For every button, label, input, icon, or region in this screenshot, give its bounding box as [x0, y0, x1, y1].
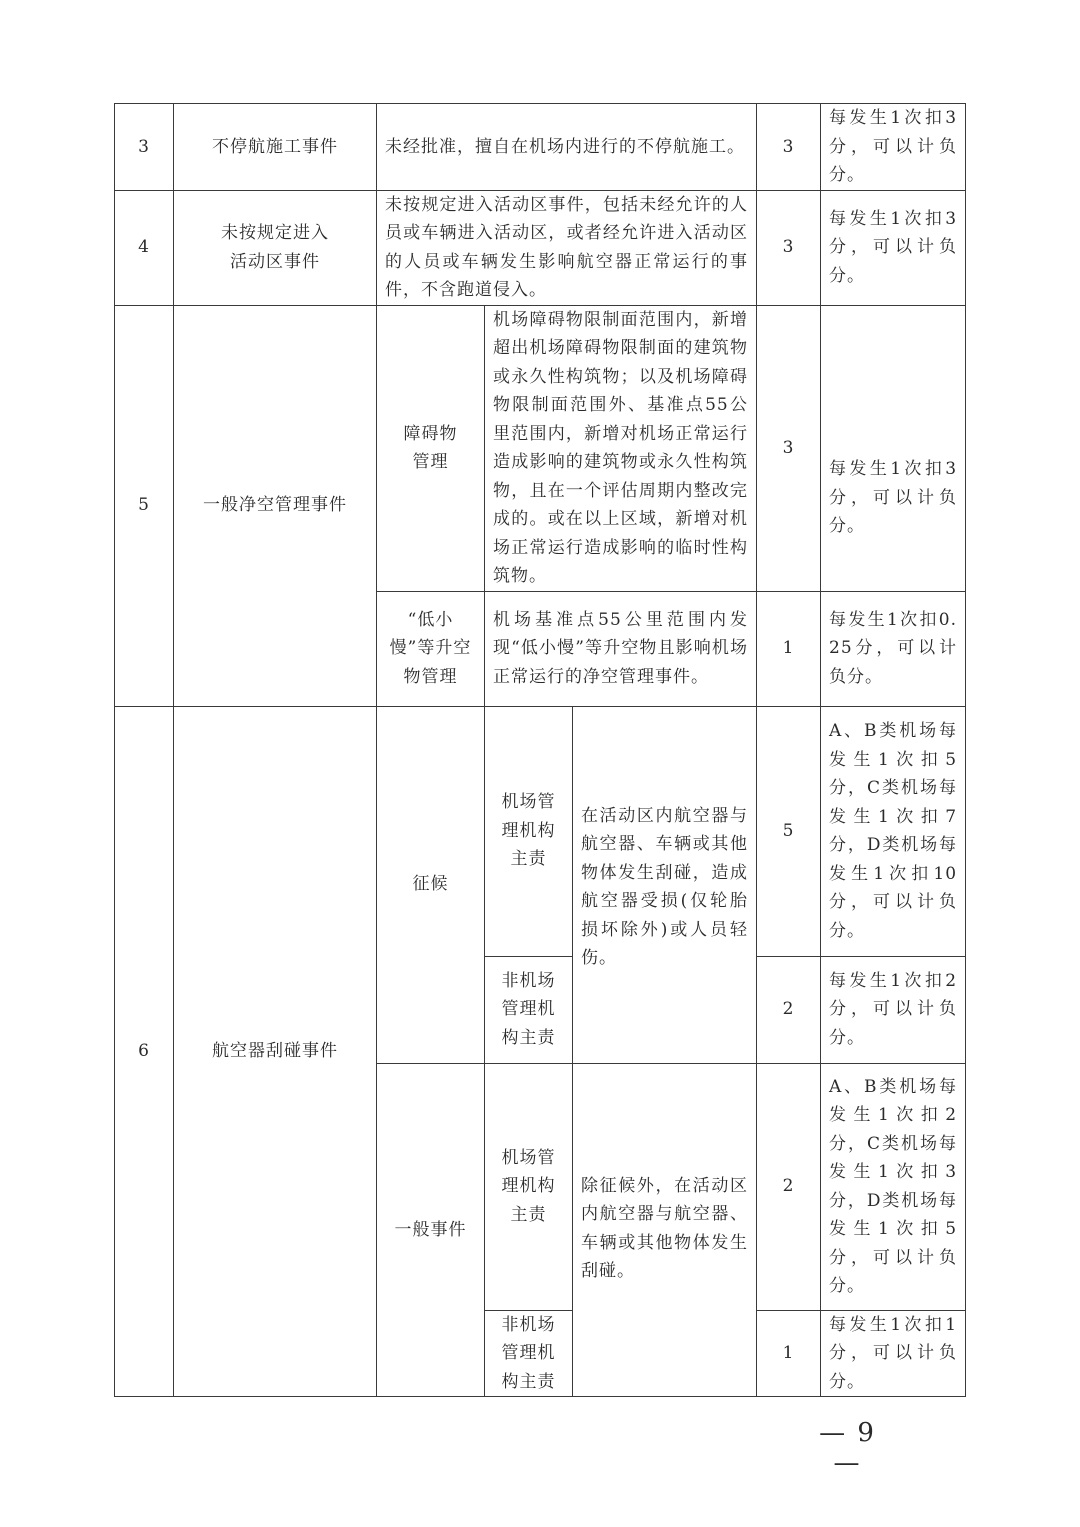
sub-category: 障碍物管理: [377, 305, 485, 591]
row-number: 5: [115, 305, 174, 706]
deduction-rule: 每发生1次扣1分，可以计负分。: [821, 1310, 966, 1397]
sub-category: 征候: [377, 706, 485, 1063]
deduction-points: 3: [757, 305, 821, 591]
deduction-points: 3: [757, 104, 821, 191]
event-description: 除征候外，在活动区内航空器与航空器、车辆或其他物体发生刮碰。: [573, 1063, 757, 1397]
deduction-points: 1: [757, 1310, 821, 1397]
event-description: 机场障碍物限制面范围内，新增超出机场障碍物限制面的建筑物或永久性构筑物；以及机场障碍物限制面范围外、基准点55公里范围内，新增对机场正常运行造成影响的建筑物或永久性构筑物，且在一个评估周期内整改完成的。或在以上区域，新增对机场正常运行造成影响的临时性构筑物。: [485, 305, 757, 591]
event-type: 未按规定进入活动区事件: [174, 190, 377, 305]
event-type: 一般净空管理事件: [174, 305, 377, 706]
page-number: — 9 —: [819, 1418, 876, 1478]
event-type: 不停航施工事件: [174, 104, 377, 191]
responsibility: 非机场管理机构主责: [485, 956, 573, 1063]
table-row: [115, 190, 966, 305]
event-description: 在活动区内航空器与航空器、车辆或其他物体发生刮碰，造成航空器受损(仅轮胎损坏除外)或人员轻伤。: [573, 706, 757, 1063]
event-description: 未按规定进入活动区事件，包括未经允许的人员或车辆进入活动区，或者经允许进入活动区的人员或车辆发生影响航空器正常运行的事件，不含跑道侵入。: [377, 190, 757, 305]
deduction-points: 3: [757, 190, 821, 305]
sub-category: “低小慢”等升空物管理: [377, 591, 485, 706]
responsibility: 机场管理机构主责: [485, 706, 573, 956]
deduction-points: 1: [757, 591, 821, 706]
sub-category: 一般事件: [377, 1063, 485, 1397]
deduction-rule: 每发生1次扣0.25分，可以计负分。: [821, 591, 966, 706]
responsibility: 机场管理机构主责: [485, 1063, 573, 1310]
event-description: 未经批准，擅自在机场内进行的不停航施工。: [377, 104, 757, 191]
deduction-rule: 每发生1次扣3分，可以计负分。: [821, 190, 966, 305]
deduction-points: 5: [757, 706, 821, 956]
table-row: [115, 706, 966, 956]
deduction-rule: 每发生1次扣3分，可以计负分。: [821, 104, 966, 191]
deduction-points: 2: [757, 1063, 821, 1310]
deduction-points: 2: [757, 956, 821, 1063]
row-number: 6: [115, 706, 174, 1397]
event-scoring-table: [114, 103, 966, 1397]
deduction-rule: A、B类机场每发生1次扣2分，C类机场每发生1次扣3分，D类机场每发生1次扣5分，可以计负分。: [821, 1063, 966, 1310]
responsibility: 非机场管理机构主责: [485, 1310, 573, 1397]
table-row: [115, 305, 966, 591]
deduction-rule: 每发生1次扣2分，可以计负分。: [821, 956, 966, 1063]
row-number: 4: [115, 190, 174, 305]
table-row: [115, 104, 966, 191]
event-type: 航空器刮碰事件: [174, 706, 377, 1397]
deduction-rule: A、B类机场每发生1次扣5分，C类机场每发生1次扣7分，D类机场每发生1次扣10分，可以计负分。: [821, 706, 966, 956]
deduction-rule: 每发生1次扣3分，可以计负分。: [821, 305, 966, 591]
event-description: 机场基准点55公里范围内发现“低小慢”等升空物且影响机场正常运行的净空管理事件。: [485, 591, 757, 706]
row-number: 3: [115, 104, 174, 191]
